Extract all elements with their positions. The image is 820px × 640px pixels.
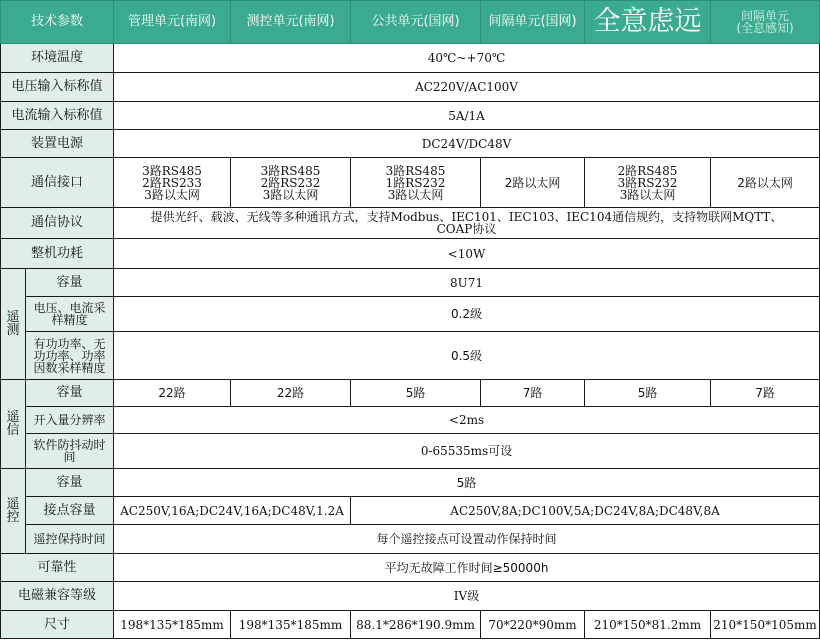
value-emc: IV级 — [114, 582, 820, 611]
value-power-consumption: <10W — [114, 239, 820, 269]
header-param: 技术参数 — [1, 1, 114, 44]
row-reliability — [1, 554, 820, 582]
label-telemetry-capacity: 容量 — [26, 269, 114, 297]
value-env-temp: 40℃~+70℃ — [114, 44, 820, 73]
row-emc — [1, 582, 820, 611]
row-size — [1, 611, 820, 639]
group-telemetry — [1, 269, 26, 380]
row-telecontrol-capacity — [1, 469, 820, 497]
value-voltage-input: AC220V/AC100V — [114, 73, 820, 102]
comm-port-mgmt: 3路RS485 2路RS233 3路以太网 — [114, 158, 231, 208]
row-hold-time — [1, 525, 820, 554]
value-debounce: 0-65535ms可设 — [114, 434, 820, 469]
header-measure-unit: 测控单元(南网) — [231, 1, 351, 44]
size-mgmt: 198*135*185mm — [114, 611, 231, 639]
row-vi-accuracy — [1, 297, 820, 332]
value-hold-time: 每个遥控接点可设置动作保持时间 — [114, 525, 820, 554]
label-telesignal-capacity: 容量 — [26, 380, 114, 407]
label-voltage-input: 电压输入标称值 — [1, 73, 114, 102]
brand-watermark: 全意虑远 — [585, 1, 711, 44]
label-power-supply: 装置电源 — [1, 130, 114, 158]
header-bay-aware-unit: 间隔单元 (全息感知) — [711, 1, 820, 44]
header-public-unit: 公共单元(国网) — [351, 1, 481, 44]
size-public: 88.1*286*190.9mm — [351, 611, 481, 639]
group-telecontrol-label: 遥 控 — [6, 497, 20, 525]
size-bay-aware: 210*150*105mm — [711, 611, 820, 639]
label-size: 尺寸 — [1, 611, 114, 639]
label-reliability: 可靠性 — [1, 554, 114, 582]
comm-port-brand-col: 2路RS485 3路RS232 3路以太网 — [585, 158, 711, 208]
row-comm-port — [1, 158, 820, 208]
row-telemetry-capacity — [1, 269, 820, 297]
comm-port-public: 3路RS485 1路RS232 3路以太网 — [351, 158, 481, 208]
label-pq-accuracy: 有功功率、无 功功率、功率 因数采样精度 — [26, 332, 114, 380]
value-telemetry-capacity: 8U71 — [114, 269, 820, 297]
label-comm-protocol: 通信协议 — [1, 208, 114, 239]
contact-capacity-rest: AC250V,8A;DC100V,5A;DC24V,8A;DC48V,8A — [351, 497, 820, 525]
row-input-resolution — [1, 407, 820, 434]
label-debounce: 软件防抖动时 间 — [26, 434, 114, 469]
row-debounce — [1, 434, 820, 469]
row-pq-accuracy — [1, 332, 820, 380]
group-telemetry-label: 遥 测 — [6, 310, 20, 338]
row-contact-capacity — [1, 497, 820, 525]
size-brand-col: 210*150*81.2mm — [585, 611, 711, 639]
header-bay-unit: 间隔单元(国网) — [481, 1, 585, 44]
group-telesignal — [1, 380, 26, 469]
label-contact-capacity: 接点容量 — [26, 497, 114, 525]
label-comm-port: 通信接口 — [1, 158, 114, 208]
size-measure: 198*135*185mm — [231, 611, 351, 639]
value-comm-protocol: 提供光纤、载波、无线等多种通讯方式，支持Modbus、IEC101、IEC103、IEC104通信规约，支持物联网MQTT、 COAP协议 — [114, 208, 820, 239]
row-env-temp — [1, 44, 820, 73]
telesignal-capacity-bay: 7路 — [481, 380, 585, 407]
row-comm-protocol — [1, 208, 820, 239]
value-current-input: 5A/1A — [114, 102, 820, 130]
comm-port-bay: 2路以太网 — [481, 158, 585, 208]
value-reliability: 平均无故障工作时间≥50000h — [114, 554, 820, 582]
label-input-resolution: 开入量分辨率 — [26, 407, 114, 434]
label-power-consumption: 整机功耗 — [1, 239, 114, 269]
group-telecontrol — [1, 469, 26, 554]
label-current-input: 电流输入标称值 — [1, 102, 114, 130]
value-vi-accuracy: 0.2级 — [114, 297, 820, 332]
label-vi-accuracy: 电压、电流采 样精度 — [26, 297, 114, 332]
comm-port-measure: 3路RS485 2路RS232 3路以太网 — [231, 158, 351, 208]
telesignal-capacity-mgmt: 22路 — [114, 380, 231, 407]
telesignal-capacity-brand-col: 5路 — [585, 380, 711, 407]
size-bay: 70*220*90mm — [481, 611, 585, 639]
header-row — [1, 1, 820, 44]
row-power-supply — [1, 130, 820, 158]
group-telesignal-label: 遥 信 — [6, 410, 20, 438]
label-emc: 电磁兼容等级 — [1, 582, 114, 611]
label-telecontrol-capacity: 容量 — [26, 469, 114, 497]
value-pq-accuracy: 0.5级 — [114, 332, 820, 380]
row-current-input — [1, 102, 820, 130]
row-power-consumption — [1, 239, 820, 269]
row-voltage-input — [1, 73, 820, 102]
value-power-supply: DC24V/DC48V — [114, 130, 820, 158]
value-input-resolution: <2ms — [114, 407, 820, 434]
value-telecontrol-capacity: 5路 — [114, 469, 820, 497]
row-telesignal-capacity — [1, 380, 820, 407]
label-hold-time: 遥控保持时间 — [26, 525, 114, 554]
contact-capacity-first: AC250V,16A;DC24V,16A;DC48V,1.2A — [114, 497, 351, 525]
comm-port-bay-aware: 2路以太网 — [711, 158, 820, 208]
telesignal-capacity-bay-aware: 7路 — [711, 380, 820, 407]
label-env-temp: 环境温度 — [1, 44, 114, 73]
telesignal-capacity-measure: 22路 — [231, 380, 351, 407]
header-mgmt-unit: 管理单元(南网) — [114, 1, 231, 44]
telesignal-capacity-public: 5路 — [351, 380, 481, 407]
